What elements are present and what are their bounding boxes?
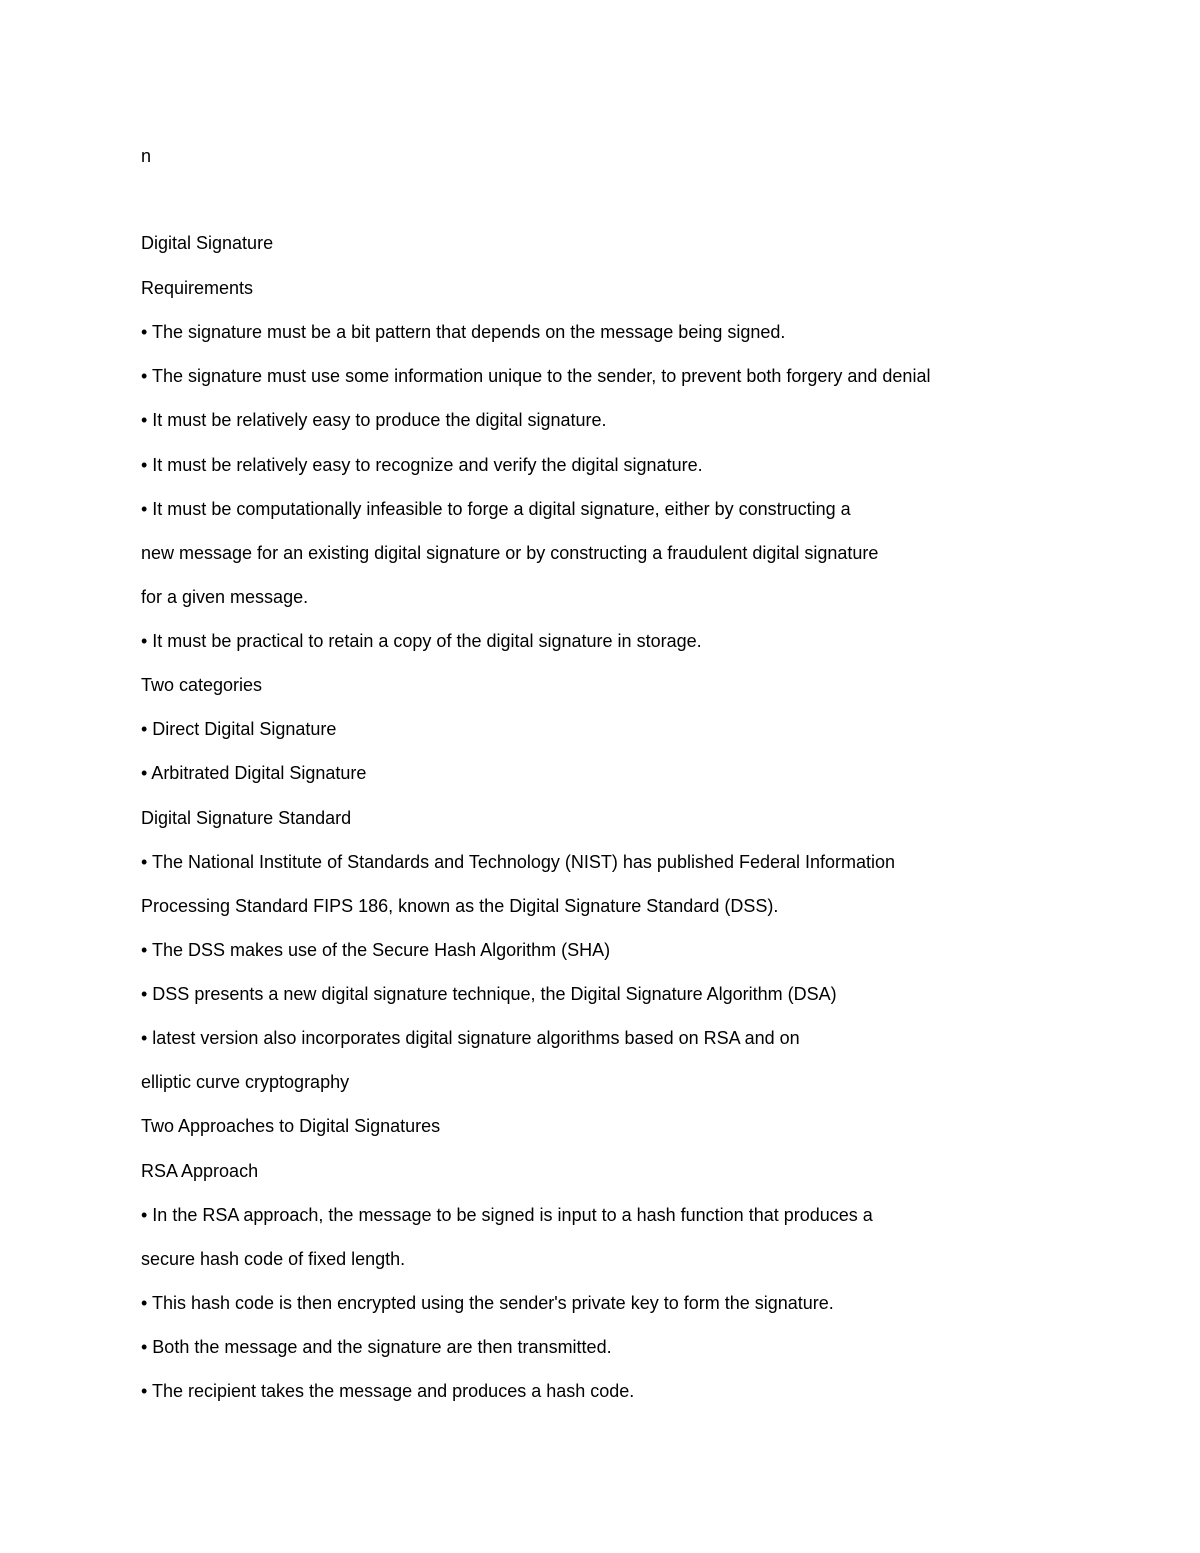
bullet-item: • It must be relatively easy to produce the digital signature. — [141, 410, 607, 430]
bullet-item: • Direct Digital Signature — [141, 719, 337, 739]
section-heading: Two Approaches to Digital Signatures — [141, 1116, 441, 1136]
bullet-item: • Arbitrated Digital Signature — [141, 763, 367, 783]
bullet-item: • The signature must be a bit pattern that depends on the message being signed. — [141, 322, 786, 342]
text-line: new message for an existing digital signature or by constructing a fraudulent digital signature — [141, 543, 879, 563]
bullet-item: • The National Institute of Standards and Technology (NIST) has published Federal Information — [141, 852, 896, 872]
subheading: Two categories — [141, 675, 263, 695]
bullet-item: • This hash code is then encrypted using the sender's private key to form the signature. — [141, 1293, 834, 1313]
bullet-item: • DSS presents a new digital signature technique, the Digital Signature Algorithm (DSA) — [141, 984, 837, 1004]
section-heading: Digital Signature Standard — [141, 808, 352, 828]
text-line: Processing Standard FIPS 186, known as the Digital Signature Standard (DSS). — [141, 896, 779, 916]
text-line: n — [141, 146, 152, 166]
bullet-item: • Both the message and the signature are then transmitted. — [141, 1337, 612, 1357]
bullet-item: • It must be relatively easy to recognize and verify the digital signature. — [141, 455, 703, 475]
text-line: secure hash code of fixed length. — [141, 1249, 406, 1269]
bullet-item: • It must be practical to retain a copy of the digital signature in storage. — [141, 631, 702, 651]
subheading: Requirements — [141, 278, 254, 298]
text-line: elliptic curve cryptography — [141, 1072, 350, 1092]
bullet-item: • It must be computationally infeasible to forge a digital signature, either by constructing a — [141, 499, 851, 519]
bullet-item: • In the RSA approach, the message to be signed is input to a hash function that produces a — [141, 1205, 873, 1225]
section-heading: Digital Signature — [141, 233, 274, 253]
bullet-item: • The recipient takes the message and produces a hash code. — [141, 1381, 635, 1401]
subheading: RSA Approach — [141, 1161, 259, 1181]
bullet-item: • latest version also incorporates digital signature algorithms based on RSA and on — [141, 1028, 800, 1048]
text-line: for a given message. — [141, 587, 309, 607]
bullet-item: • The signature must use some information unique to the sender, to prevent both forgery and denial — [141, 366, 931, 386]
bullet-item: • The DSS makes use of the Secure Hash Algorithm (SHA) — [141, 940, 611, 960]
